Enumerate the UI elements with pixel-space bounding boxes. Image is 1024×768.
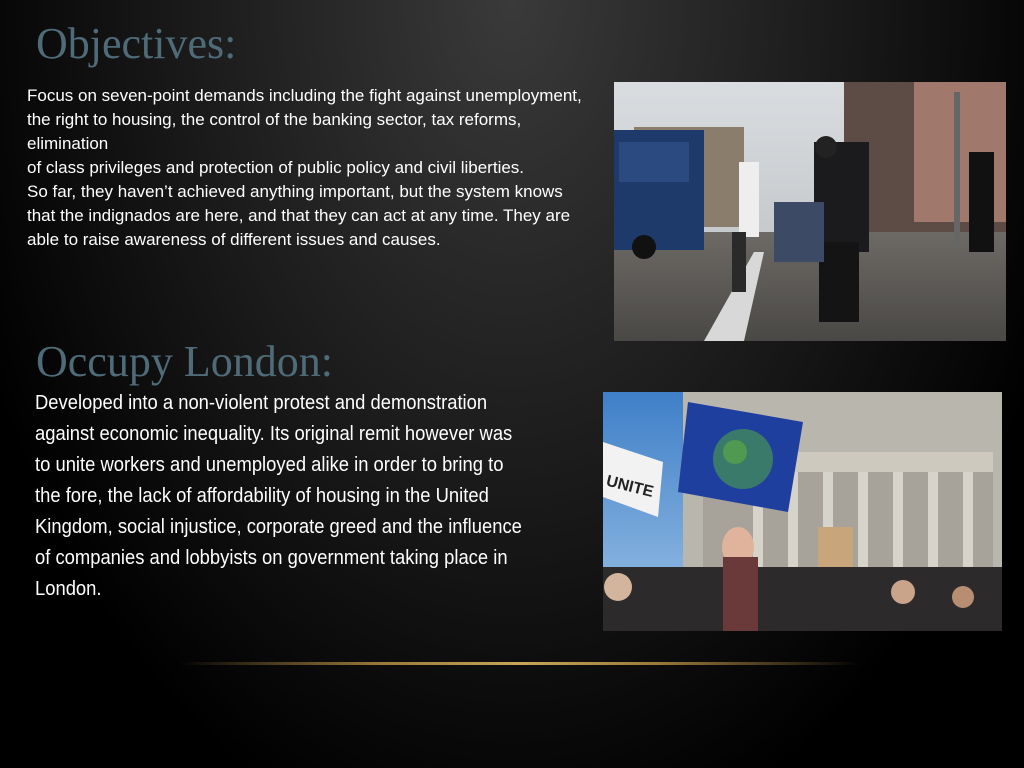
objectives-line-1: Focus on seven-point demands including the fight against unemployment, the right to housing, the control of the banking sector, tax reforms, elimination <box>27 86 582 153</box>
unite-sign-text: UNITE <box>604 472 656 501</box>
occupy-london-illustration <box>603 392 1002 631</box>
occupy-london-heading: Occupy London: <box>36 337 333 386</box>
objectives-paragraph <box>27 84 587 252</box>
riot-police-illustration <box>614 82 1006 341</box>
occupy-london-paragraph: Developed into a non-violent protest and demonstration against economic inequality. Its original remit however was to unite workers and unemployed alike in order to bring to the fore, the lack of affordability of housing in the United Kingdom, social injustice, corporate greed and the influence of companies and lobbyists on government taking place in London. <box>35 392 522 600</box>
objectives-heading: Objectives: <box>36 19 237 68</box>
riot-police-photo <box>614 82 1006 341</box>
objectives-line-3: So far, they haven’t achieved anything important, but the system knows that the indignados are here, and that they can act at any time. They are able to raise awareness of different issues and causes. <box>27 182 571 249</box>
decorative-divider <box>180 662 860 665</box>
occupy-london-photo <box>603 392 1002 631</box>
objectives-line-2: of class privileges and protection of public policy and civil liberties. <box>27 158 525 177</box>
